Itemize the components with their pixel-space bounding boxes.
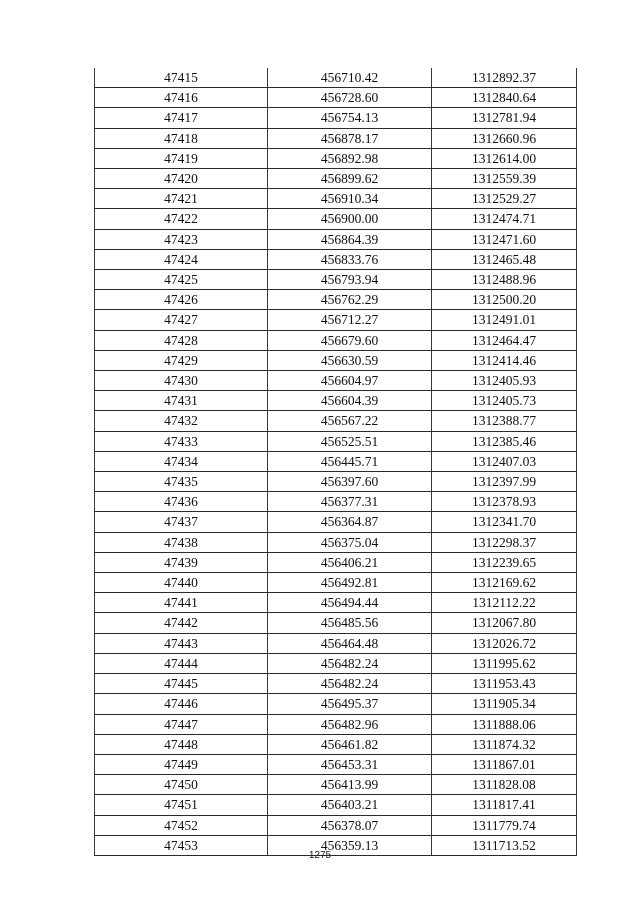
table-row — [95, 88, 577, 108]
y-coordinate-cell: 1311953.43 — [432, 674, 577, 694]
point-number-cell: 47433 — [95, 431, 268, 451]
x-coordinate-cell: 456910.34 — [268, 189, 432, 209]
table-row — [95, 451, 577, 471]
point-number-cell: 47432 — [95, 411, 268, 431]
y-coordinate-cell: 1312239.65 — [432, 552, 577, 572]
y-coordinate-cell: 1312407.03 — [432, 451, 577, 471]
point-number-cell: 47426 — [95, 290, 268, 310]
point-number-cell: 47425 — [95, 270, 268, 290]
x-coordinate-cell: 456378.07 — [268, 815, 432, 835]
y-coordinate-cell: 1311828.08 — [432, 775, 577, 795]
y-coordinate-cell: 1312298.37 — [432, 532, 577, 552]
x-coordinate-cell: 456679.60 — [268, 330, 432, 350]
point-number-cell: 47417 — [95, 108, 268, 128]
x-coordinate-cell: 456485.56 — [268, 613, 432, 633]
y-coordinate-cell: 1312414.46 — [432, 350, 577, 370]
y-coordinate-cell: 1311779.74 — [432, 815, 577, 835]
point-number-cell: 47423 — [95, 229, 268, 249]
table-row — [95, 270, 577, 290]
point-number-cell: 47428 — [95, 330, 268, 350]
point-number-cell: 47443 — [95, 633, 268, 653]
y-coordinate-cell: 1312397.99 — [432, 472, 577, 492]
x-coordinate-cell: 456375.04 — [268, 532, 432, 552]
x-coordinate-cell: 456482.24 — [268, 674, 432, 694]
point-number-cell: 47440 — [95, 573, 268, 593]
y-coordinate-cell: 1311874.32 — [432, 734, 577, 754]
point-number-cell: 47418 — [95, 128, 268, 148]
point-number-cell: 47445 — [95, 674, 268, 694]
y-coordinate-cell: 1312465.48 — [432, 249, 577, 269]
point-number-cell: 47415 — [95, 68, 268, 88]
table-row — [95, 330, 577, 350]
point-number-cell: 47450 — [95, 775, 268, 795]
table-row — [95, 754, 577, 774]
y-coordinate-cell: 1312614.00 — [432, 148, 577, 168]
x-coordinate-cell: 456762.29 — [268, 290, 432, 310]
x-coordinate-cell: 456359.13 — [268, 835, 432, 855]
x-coordinate-cell: 456492.81 — [268, 573, 432, 593]
table-row — [95, 290, 577, 310]
point-number-cell: 47431 — [95, 391, 268, 411]
y-coordinate-cell: 1312464.47 — [432, 330, 577, 350]
x-coordinate-cell: 456892.98 — [268, 148, 432, 168]
point-number-cell: 47434 — [95, 451, 268, 471]
y-coordinate-cell: 1312474.71 — [432, 209, 577, 229]
point-number-cell: 47448 — [95, 734, 268, 754]
y-coordinate-cell: 1312488.96 — [432, 270, 577, 290]
y-coordinate-cell: 1312660.96 — [432, 128, 577, 148]
table-row — [95, 391, 577, 411]
x-coordinate-cell: 456453.31 — [268, 754, 432, 774]
table-row — [95, 128, 577, 148]
y-coordinate-cell: 1312169.62 — [432, 573, 577, 593]
y-coordinate-cell: 1311817.41 — [432, 795, 577, 815]
x-coordinate-cell: 456495.37 — [268, 694, 432, 714]
x-coordinate-cell: 456413.99 — [268, 775, 432, 795]
table-row — [95, 189, 577, 209]
y-coordinate-cell: 1312341.70 — [432, 512, 577, 532]
y-coordinate-cell: 1312112.22 — [432, 593, 577, 613]
point-number-cell: 47419 — [95, 148, 268, 168]
point-number-cell: 47446 — [95, 694, 268, 714]
page-number: 1275 — [308, 850, 332, 861]
point-number-cell: 47430 — [95, 371, 268, 391]
table-row — [95, 815, 577, 835]
point-number-cell: 47438 — [95, 532, 268, 552]
x-coordinate-cell: 456604.97 — [268, 371, 432, 391]
x-coordinate-cell: 456494.44 — [268, 593, 432, 613]
point-number-cell: 47427 — [95, 310, 268, 330]
x-coordinate-cell: 456445.71 — [268, 451, 432, 471]
coordinates-table — [94, 68, 577, 856]
y-coordinate-cell: 1311905.34 — [432, 694, 577, 714]
y-coordinate-cell: 1312781.94 — [432, 108, 577, 128]
x-coordinate-cell: 456899.62 — [268, 169, 432, 189]
point-number-cell: 47437 — [95, 512, 268, 532]
coordinates-table-body — [95, 68, 577, 855]
x-coordinate-cell: 456793.94 — [268, 270, 432, 290]
table-row — [95, 68, 577, 88]
x-coordinate-cell: 456377.31 — [268, 492, 432, 512]
x-coordinate-cell: 456482.24 — [268, 653, 432, 673]
y-coordinate-cell: 1311867.01 — [432, 754, 577, 774]
x-coordinate-cell: 456464.48 — [268, 633, 432, 653]
y-coordinate-cell: 1312892.37 — [432, 68, 577, 88]
point-number-cell: 47435 — [95, 472, 268, 492]
table-row — [95, 310, 577, 330]
point-number-cell: 47422 — [95, 209, 268, 229]
table-row — [95, 552, 577, 572]
table-row — [95, 209, 577, 229]
y-coordinate-cell: 1312529.27 — [432, 189, 577, 209]
table-row — [95, 593, 577, 613]
y-coordinate-cell: 1312491.01 — [432, 310, 577, 330]
table-row — [95, 431, 577, 451]
x-coordinate-cell: 456406.21 — [268, 552, 432, 572]
point-number-cell: 47451 — [95, 795, 268, 815]
y-coordinate-cell: 1312405.73 — [432, 391, 577, 411]
x-coordinate-cell: 456710.42 — [268, 68, 432, 88]
table-row — [95, 229, 577, 249]
table-row — [95, 108, 577, 128]
x-coordinate-cell: 456878.17 — [268, 128, 432, 148]
table-row — [95, 573, 577, 593]
table-row — [95, 371, 577, 391]
table-row — [95, 472, 577, 492]
table-row — [95, 653, 577, 673]
x-coordinate-cell: 456482.96 — [268, 714, 432, 734]
table-row — [95, 512, 577, 532]
point-number-cell: 47449 — [95, 754, 268, 774]
y-coordinate-cell: 1312378.93 — [432, 492, 577, 512]
point-number-cell: 47453 — [95, 835, 268, 855]
y-coordinate-cell: 1312385.46 — [432, 431, 577, 451]
point-number-cell: 47424 — [95, 249, 268, 269]
x-coordinate-cell: 456833.76 — [268, 249, 432, 269]
y-coordinate-cell: 1312471.60 — [432, 229, 577, 249]
point-number-cell: 47421 — [95, 189, 268, 209]
y-coordinate-cell: 1312405.93 — [432, 371, 577, 391]
table-row — [95, 411, 577, 431]
table-row — [95, 148, 577, 168]
point-number-cell: 47416 — [95, 88, 268, 108]
y-coordinate-cell: 1312500.20 — [432, 290, 577, 310]
table-row — [95, 694, 577, 714]
x-coordinate-cell: 456364.87 — [268, 512, 432, 532]
x-coordinate-cell: 456864.39 — [268, 229, 432, 249]
x-coordinate-cell: 456712.27 — [268, 310, 432, 330]
y-coordinate-cell: 1312840.64 — [432, 88, 577, 108]
y-coordinate-cell: 1312026.72 — [432, 633, 577, 653]
point-number-cell: 47452 — [95, 815, 268, 835]
point-number-cell: 47439 — [95, 552, 268, 572]
table-row — [95, 714, 577, 734]
x-coordinate-cell: 456567.22 — [268, 411, 432, 431]
y-coordinate-cell: 1311888.06 — [432, 714, 577, 734]
x-coordinate-cell: 456525.51 — [268, 431, 432, 451]
point-number-cell: 47442 — [95, 613, 268, 633]
table-row — [95, 169, 577, 189]
y-coordinate-cell: 1311713.52 — [432, 835, 577, 855]
table-row — [95, 674, 577, 694]
table-row — [95, 532, 577, 552]
y-coordinate-cell: 1312067.80 — [432, 613, 577, 633]
table-row — [95, 775, 577, 795]
point-number-cell: 47444 — [95, 653, 268, 673]
point-number-cell: 47436 — [95, 492, 268, 512]
table-row — [95, 249, 577, 269]
x-coordinate-cell: 456397.60 — [268, 472, 432, 492]
point-number-cell: 47429 — [95, 350, 268, 370]
table-row — [95, 795, 577, 815]
x-coordinate-cell: 456630.59 — [268, 350, 432, 370]
x-coordinate-cell: 456403.21 — [268, 795, 432, 815]
point-number-cell: 47420 — [95, 169, 268, 189]
y-coordinate-cell: 1311995.62 — [432, 653, 577, 673]
y-coordinate-cell: 1312559.39 — [432, 169, 577, 189]
x-coordinate-cell: 456604.39 — [268, 391, 432, 411]
x-coordinate-cell: 456900.00 — [268, 209, 432, 229]
table-row — [95, 613, 577, 633]
point-number-cell: 47441 — [95, 593, 268, 613]
x-coordinate-cell: 456754.13 — [268, 108, 432, 128]
table-row — [95, 350, 577, 370]
x-coordinate-cell: 456461.82 — [268, 734, 432, 754]
point-number-cell: 47447 — [95, 714, 268, 734]
table-row — [95, 633, 577, 653]
table-row — [95, 492, 577, 512]
x-coordinate-cell: 456728.60 — [268, 88, 432, 108]
y-coordinate-cell: 1312388.77 — [432, 411, 577, 431]
table-row — [95, 734, 577, 754]
